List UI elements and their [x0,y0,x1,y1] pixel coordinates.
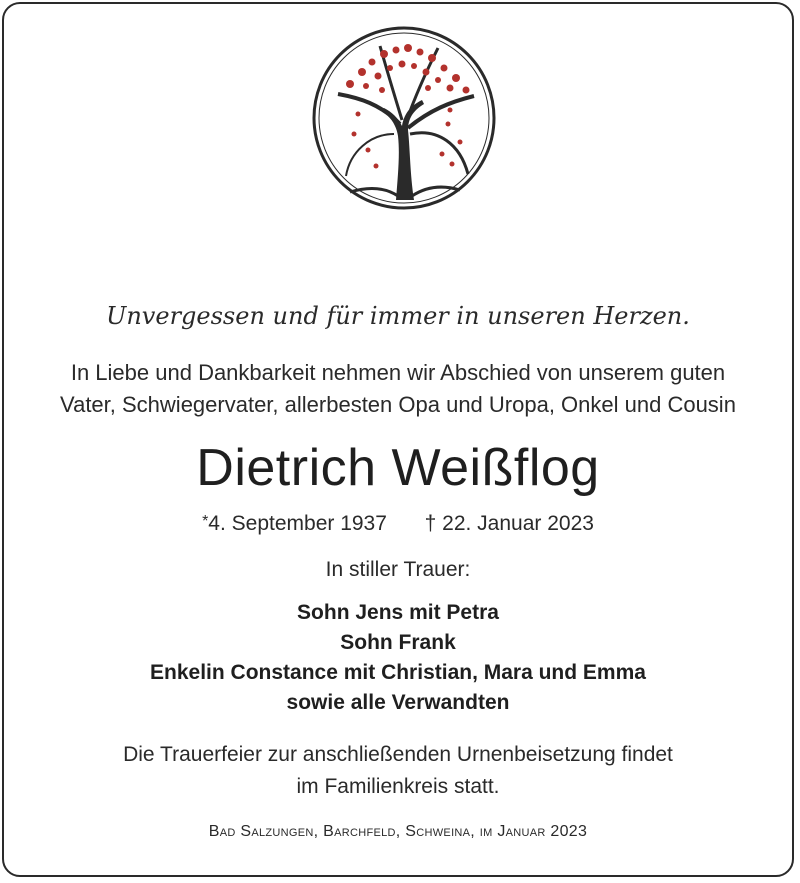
motto: Unvergessen und für immer in unseren Herzen. [106,302,690,330]
deceased-name: Dietrich Weißflog [196,439,600,497]
funeral-line: im Familienkreis statt. [296,775,500,798]
death-date: 22. Januar 2023 [442,512,594,535]
tree-of-life-icon [310,24,498,212]
funeral-notice [4,739,792,803]
intro-line: In Liebe und Dankbarkeit nehmen wir Abschied von unserem guten [70,360,726,385]
mourning-label: In stiller Trauer: [325,558,471,581]
family-list [4,598,792,718]
birth-date: 4. September 1937 [208,512,387,535]
intro-text [4,357,792,421]
place-and-date: Bad Salzungen, Barchfeld, Schweina, im Januar 2023 [208,823,588,840]
obituary-card [2,2,794,877]
family-member: Sohn Jens mit Petra [297,601,499,624]
death-symbol: † [424,512,437,535]
family-member: sowie alle Verwandten [286,691,510,714]
birth-symbol: * [202,513,209,530]
intro-line: Vater, Schwiegervater, allerbesten Opa und Uropa, Onkel und Cousin [60,392,736,417]
family-member: Sohn Frank [340,631,456,654]
life-dates [4,512,792,536]
funeral-line: Die Trauerfeier zur anschließenden Urnenbeisetzung findet [123,743,673,766]
family-member: Enkelin Constance mit Christian, Mara und Emma [150,661,646,684]
